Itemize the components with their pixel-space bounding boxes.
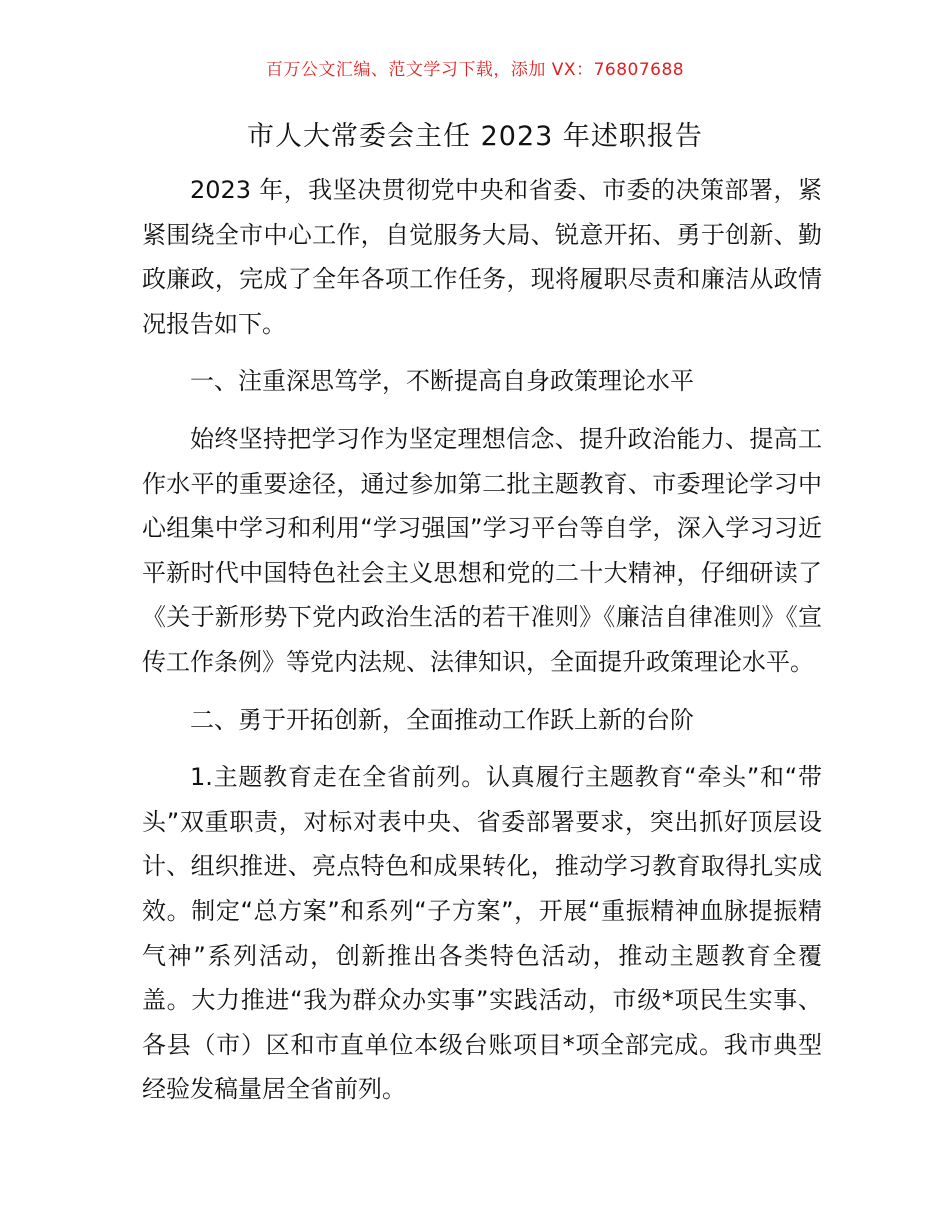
study-paragraph: 始终坚持把学习作为坚定理想信念、提升政治能力、提高工作水平的重要途径，通过参加第二批主题教育、市委理论学习中心组集中学习和利用“学习强国”学习平台等自学，深入学习习近平新时代中国特色社会主义思想和党的二十大精神，仔细研读了《关于新形势下党内政治生活的若干准则》《廉洁自律准则》《宣传工作条例》等党内法规、法律知识，全面提升政策理论水平。 (142, 424, 822, 676)
intro-paragraph: 2023 年，我坚决贯彻党中央和省委、市委的决策部署，紧紧围绕全市中心工作，自觉服务大局、锐意开拓、勇于创新、勤政廉政，完成了全年各项工作任务，现将履职尽责和廉洁从政情况报告如下。 (142, 176, 822, 338)
document-title: 市人大常委会主任 2023 年述职报告 (247, 121, 703, 152)
section-heading-1: 一、注重深思笃学，不断提高自身政策理论水平 (190, 367, 694, 396)
theme-education-paragraph: 1.主题教育走在全省前列。认真履行主题教育“牵头”和“带头”双重职责，对标对表中央、省委部署要求，突出抓好顶层设计、组织推进、亮点特色和成果转化，推动学习教育取得扎实成效。制定“总方案”和系列“子方案”，开展“重振精神血脉提振精气神”系列活动，创新推出各类特色活动，推动主题教育全覆盖。大力推进“我为群众办实事”实践活动，市级*项民生实事、各县（市）区和市直单位本级台账项目*项全部完成。我市典型经验发稿量居全省前列。 (142, 763, 822, 1104)
document-body (142, 168, 822, 1112)
section-heading-2: 二、勇于开拓创新，全面推动工作跃上新的台阶 (190, 705, 694, 734)
watermark-text: 百万公文汇编、范文学习下载，添加 VX：76807688 (265, 60, 685, 80)
